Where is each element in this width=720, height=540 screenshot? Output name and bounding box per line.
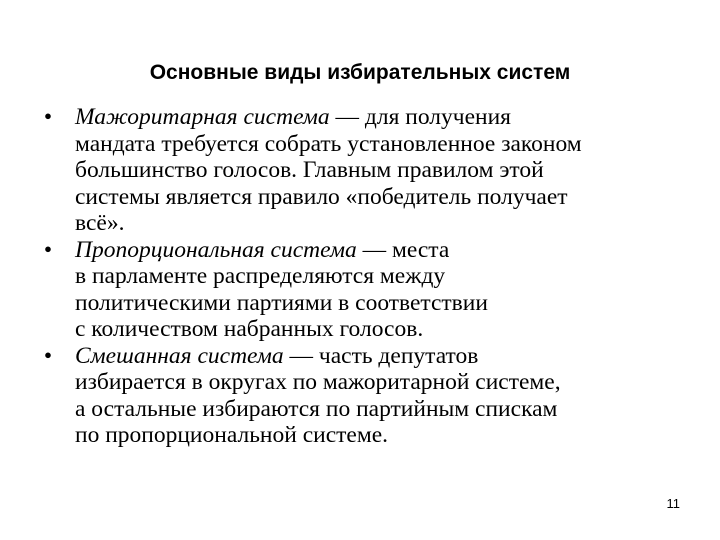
bullet-first-line bbox=[75, 237, 698, 264]
bullet-marker: • bbox=[43, 236, 53, 263]
bullet-first-line bbox=[75, 104, 698, 131]
bullet-list bbox=[38, 104, 698, 449]
definition-line: в парламенте распределяются между bbox=[75, 263, 446, 289]
definition-text: — часть депутатов bbox=[283, 342, 479, 369]
bullet-item-mixed bbox=[38, 343, 698, 449]
definition-line: с количеством набранных голосов. bbox=[75, 316, 424, 342]
bullet-marker: • bbox=[43, 104, 53, 130]
definition-text: — места bbox=[356, 236, 450, 263]
bullet-item-proportional bbox=[38, 237, 698, 343]
page-number: 11 bbox=[666, 496, 680, 511]
definition-text: — для получения bbox=[329, 104, 511, 130]
definition-line: большинство голосов. Главным правилом этой bbox=[75, 157, 544, 183]
system-term: Смешанная система bbox=[75, 342, 284, 369]
definition-line: системы является правило «победитель получает bbox=[75, 183, 568, 210]
bullet-first-line bbox=[75, 343, 698, 370]
definition-line: а остальные избираются по партийным спискам bbox=[75, 395, 558, 422]
bullet-item-majoritarian bbox=[38, 104, 698, 237]
definition-line: мандата требуется собрать установленное законом bbox=[75, 130, 582, 157]
definition-line: по пропорциональной системе. bbox=[75, 422, 389, 448]
bullet-marker: • bbox=[43, 342, 53, 369]
system-term: Пропорциональная система bbox=[75, 236, 357, 263]
system-term: Мажоритарная система bbox=[75, 104, 330, 130]
slide-title: Основные виды избирательных систем bbox=[149, 61, 571, 84]
definition-line: всё». bbox=[75, 210, 125, 236]
definition-line: избирается в округах по мажоритарной системе, bbox=[75, 369, 561, 395]
definition-line: политическими партиями в соответствии bbox=[75, 289, 488, 316]
